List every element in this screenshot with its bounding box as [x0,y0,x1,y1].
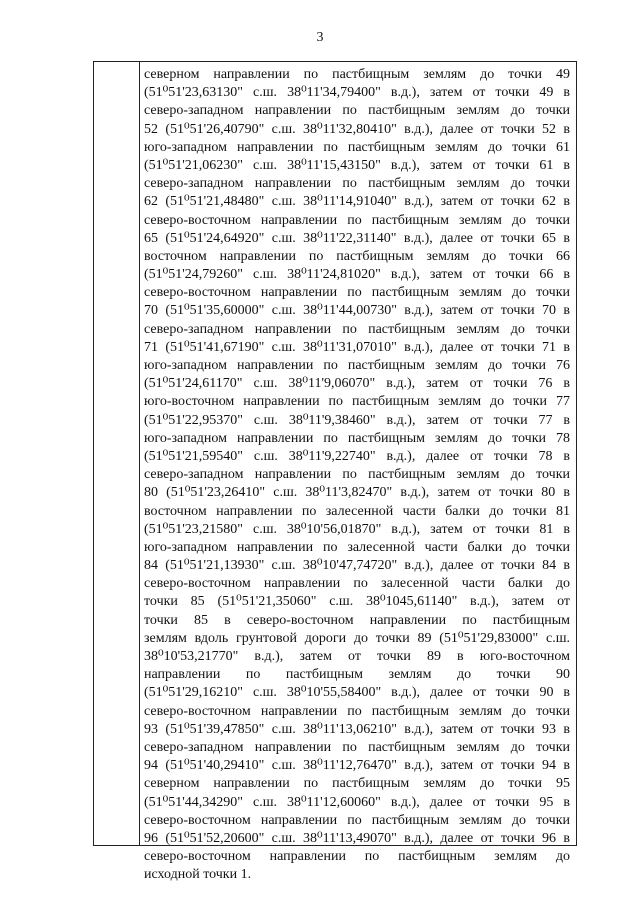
text-line: (51⁰51'21,06230" с.ш. 38⁰11'15,43150" в.д.), затем от точки 61 в [144,157,570,173]
text-line: точки 85 в северо-восточном направлении по пастбищным [144,612,570,628]
text-line: юго-западном направлении по пастбищным землям до точки 76 [144,358,570,373]
text-line: северо-восточном направлении по пастбищным землям до точки [144,285,570,301]
text-line: северном направлении по пастбищным землям до точки 95 [144,776,570,792]
text-line: северо-восточном направлении по залесенной части балки до [144,576,570,592]
text-line: юго-восточном направлении по пастбищным землям до точки 77 [144,394,570,410]
text-line: восточном направлении по залесенной части балки до точки 81 [144,503,570,519]
text-line: 96 (51⁰51'52,20600" с.ш. 38⁰11'13,49070" в.д.), далее от точки 96 в [144,830,570,846]
text-line: исходной точки 1. [144,867,252,883]
text-line: 94 (51⁰51'40,29410" с.ш. 38⁰11'12,76470" в.д.), затем от точки 94 в [144,758,570,774]
text-line: юго-западном направлении по залесенной части балки до точки [144,539,570,555]
text-line: 71 (51⁰51'41,67190" с.ш. 38⁰11'31,07010" в.д.), далее от точки 71 в [144,339,570,355]
column-divider [139,62,140,845]
boundary-table [93,61,577,883]
text-line: северо-восточном направлении по пастбищным землям до точки [144,212,570,228]
text-line: 93 (51⁰51'39,47850" с.ш. 38⁰11'13,06210" в.д.), затем от точки 93 в [144,721,570,737]
text-line: (51⁰51'22,95370" с.ш. 38⁰11'9,38460" в.д.), затем от точки 77 в [144,412,570,428]
text-line: 84 (51⁰51'21,13930" с.ш. 38⁰10'47,74720" в.д.), далее от точки 84 в [144,558,570,574]
text-line: восточном направлении по пастбищным землям до точки 66 [144,248,570,264]
text-line: (51⁰51'23,63130" с.ш. 38⁰11'34,79400" в.д.), затем от точки 49 в [144,85,570,101]
text-line: северо-восточном направлении по пастбищным землям до точки [144,812,570,828]
text-line: северо-западном направлении по пастбищным землям до точки [144,103,570,119]
text-line: северо-восточном направлении по пастбищным землям до [144,849,570,865]
text-line: юго-западном направлении по пастбищным землям до точки 78 [144,430,570,446]
text-line: (51⁰51'23,21580" с.ш. 38⁰10'56,01870" в.д.), затем от точки 81 в [144,521,570,537]
text-line: северо-западном направлении по пастбищным землям до точки [144,321,570,337]
text-line: (51⁰51'24,79260" с.ш. 38⁰11'24,81020" в.д.), затем от точки 66 в [144,267,570,283]
text-line: (51⁰51'29,16210" с.ш. 38⁰10'55,58400" в.д.), далее от точки 90 в [144,685,570,701]
text-line: 38⁰10'53,21770" в.д.), затем от точки 89 в юго-восточном [144,649,570,664]
text-line: северо-западном направлении по пастбищным землям до точки [144,176,570,192]
text-line: 80 (51⁰51'23,26410" с.ш. 38⁰11'3,82470" в.д.), затем от точки 80 в [144,485,570,501]
text-line: (51⁰51'24,61170" с.ш. 38⁰11'9,06070" в.д.), затем от точки 76 в [144,376,570,392]
page-number: 3 [316,30,324,45]
text-line: направлении по пастбищным землям до точки 90 [144,667,570,683]
text-line: 65 (51⁰51'24,64920" с.ш. 38⁰11'22,31140" в.д.), далее от точки 65 в [144,230,570,246]
text-line: 52 (51⁰51'26,40790" с.ш. 38⁰11'32,80410" в.д.), далее от точки 52 в [144,121,570,137]
text-line: 70 (51⁰51'35,60000" с.ш. 38⁰11'44,00730" в.д.), затем от точки 70 в [144,303,570,319]
text-line: землям вдоль грунтовой дороги до точки 89 (51⁰51'29,83000" с.ш. [144,630,570,646]
text-line: северо-западном направлении по пастбищным землям до точки [144,739,570,755]
text-line: (51⁰51'44,34290" с.ш. 38⁰11'12,60060" в.д.), далее от точки 95 в [144,794,570,810]
text-line: (51⁰51'21,59540" с.ш. 38⁰11'9,22740" в.д.), далее от точки 78 в [144,448,570,464]
text-line: точки 85 (51⁰51'21,35060" с.ш. 38⁰1045,61140" в.д.), затем от [144,594,570,610]
text-line: северо-восточном направлении по пастбищным землям до точки [144,703,570,719]
text-line: северо-западном направлении по пастбищным землям до точки [144,467,570,483]
text-line: юго-западном направлении по пастбищным землям до точки 61 [144,139,570,155]
text-line: 62 (51⁰51'21,48480" с.ш. 38⁰11'14,91040" в.д.), затем от точки 62 в [144,194,570,210]
boundary-description [144,66,570,884]
text-line: северном направлении по пастбищным землям до точки 49 [144,67,570,82]
